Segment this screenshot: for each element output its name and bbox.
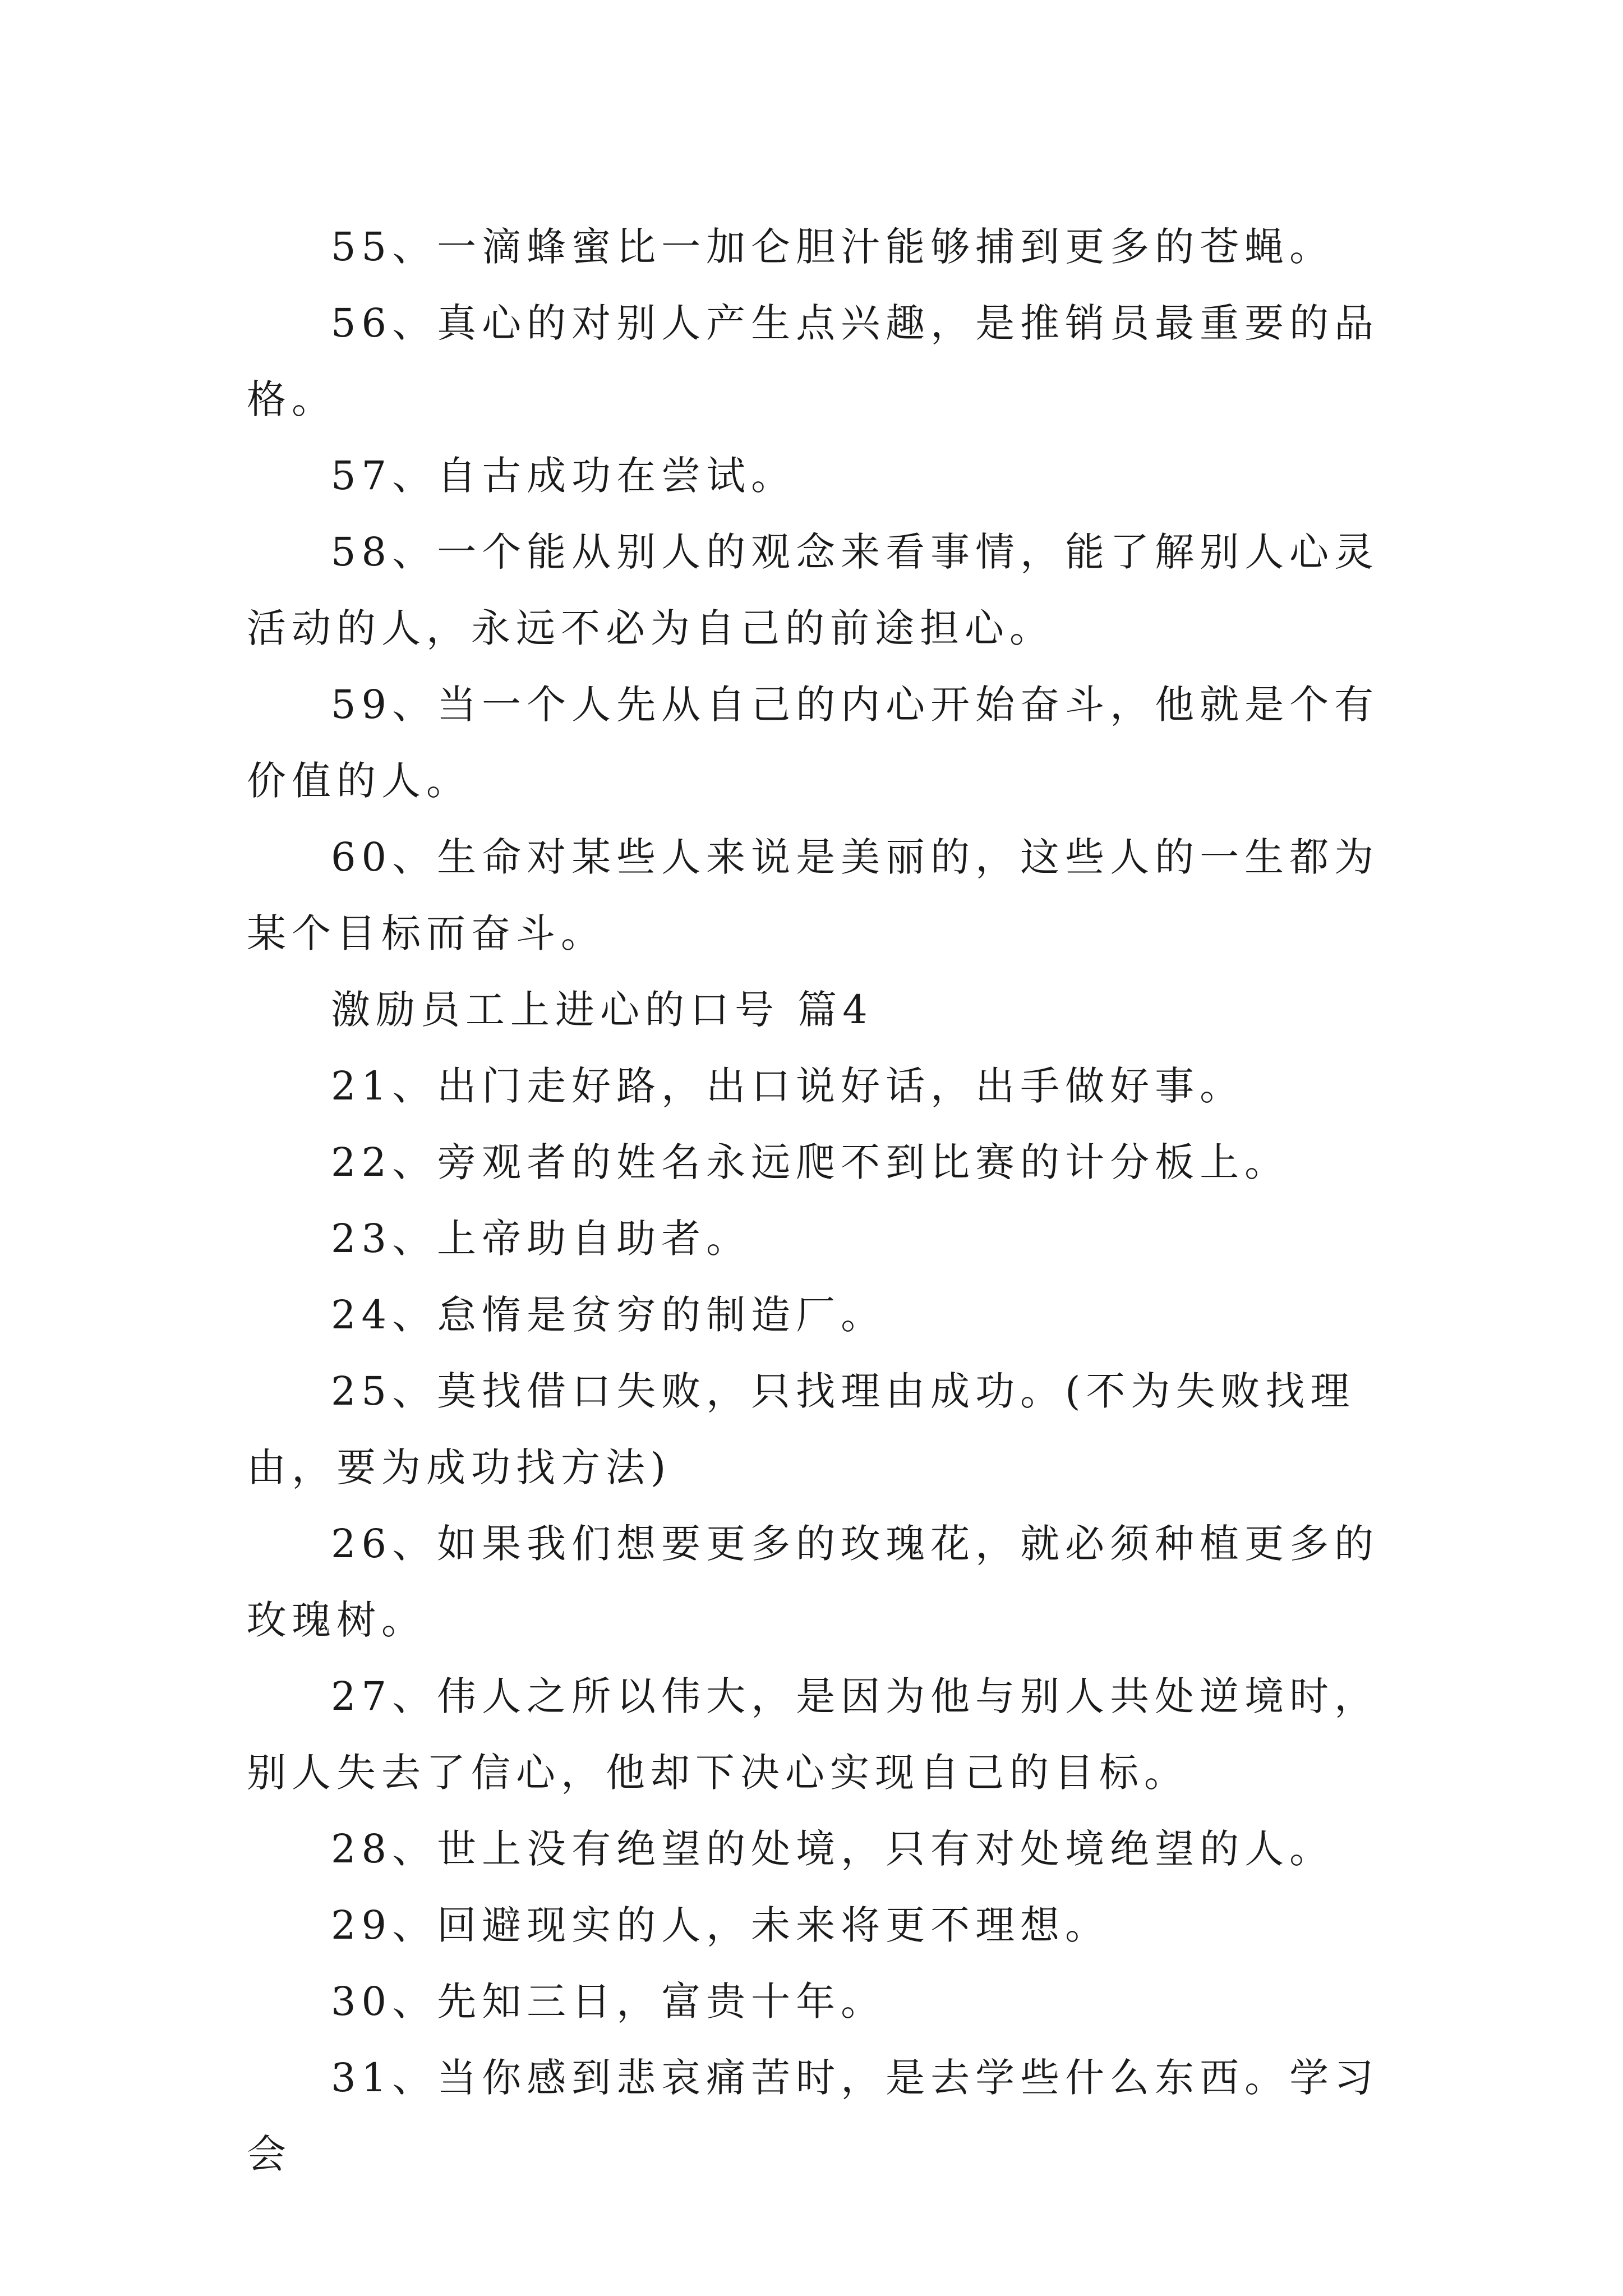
paragraph-24: 24、怠惰是贫穷的制造厂。	[331, 1292, 886, 1338]
document-body	[247, 209, 1380, 2192]
paragraph-60: 60、生命对某些人来说是美丽的，这些人的一生都为某个目标而奋斗。	[247, 834, 1380, 956]
section-heading: 激励员工上进心的口号 篇4	[331, 987, 873, 1033]
paragraph-28: 28、世上没有绝望的处境，只有对处境绝望的人。	[331, 1826, 1335, 1872]
paragraph-23: 23、上帝助自助者。	[331, 1216, 751, 1262]
paragraph-25: 25、莫找借口失败，只找理由成功。(不为失败找理由，要为成功找方法)	[247, 1368, 1355, 1490]
paragraph-56: 56、真心的对别人产生点兴趣，是推销员最重要的品格。	[247, 300, 1380, 422]
paragraph-57: 57、自古成功在尝试。	[331, 453, 796, 499]
paragraph-26: 26、如果我们想要更多的玫瑰花，就必须种植更多的玫瑰树。	[247, 1521, 1380, 1643]
paragraph-59: 59、当一个人先从自己的内心开始奋斗，他就是个有价值的人。	[247, 682, 1380, 804]
paragraph-21: 21、出门走好路，出口说好话，出手做好事。	[331, 1063, 1245, 1109]
paragraph-29: 29、回避现实的人，未来将更不理想。	[331, 1902, 1110, 1948]
paragraph-27: 27、伟人之所以伟大，是因为他与别人共处逆境时，别人失去了信心，他却下决心实现自己的目标。	[247, 1673, 1380, 1796]
paragraph-58: 58、一个能从别人的观念来看事情，能了解别人心灵活动的人，永远不必为自己的前途担心。	[247, 529, 1380, 651]
paragraph-55: 55、一滴蜂蜜比一加仑胆汁能够捕到更多的苍蝇。	[331, 224, 1335, 270]
paragraph-31: 31、当你感到悲哀痛苦时，是去学些什么东西。学习会	[247, 2055, 1380, 2177]
paragraph-22: 22、旁观者的姓名永远爬不到比赛的计分板上。	[331, 1139, 1290, 1185]
paragraph-30: 30、先知三日，富贵十年。	[331, 1978, 886, 2024]
